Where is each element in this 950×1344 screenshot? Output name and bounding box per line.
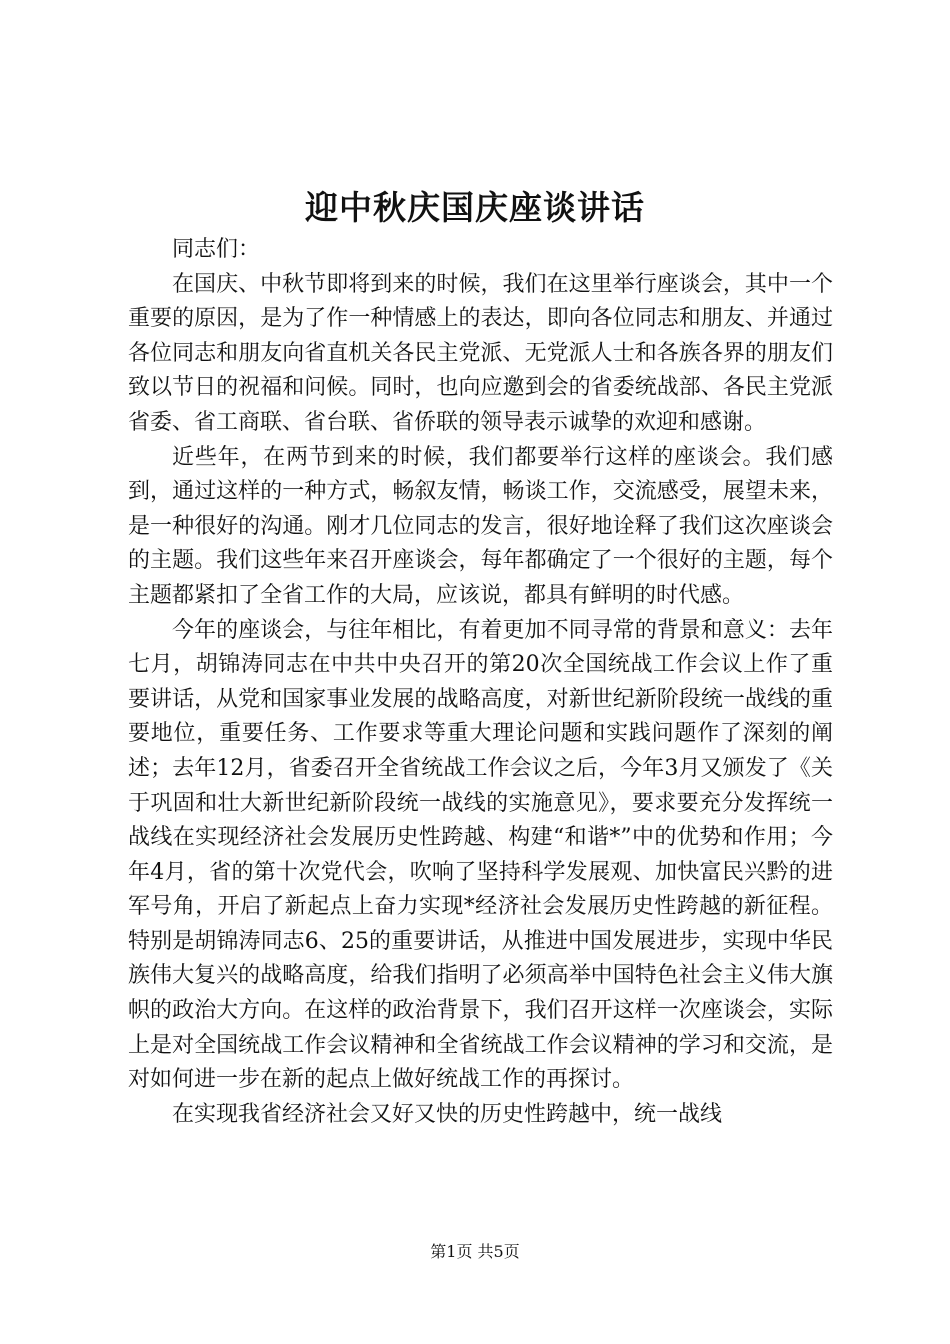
paragraph-1: 在国庆、中秋节即将到来的时候，我们在这里举行座谈会，其中一个重要的原因，是为了作一种情感上的表达，即向各位同志和朋友、并通过各位同志和朋友向省直机关各民主党派、无党派人士和各族各界的朋友们致以节日的祝福和问候。同时，也向应邀到会的省委统战部、各民主党派省委、省工商联、省台联、省侨联的领导表示诚挚的欢迎和感谢。: [128, 271, 833, 435]
document-title: 迎中秋庆国庆座谈讲话: [305, 188, 645, 227]
page-footer: 第1页 共5页: [430, 1242, 520, 1261]
document-body: [128, 233, 833, 1132]
paragraph-4: 在实现我省经济社会又好又快的历史性跨越中，统一战线: [172, 1101, 723, 1127]
paragraph-3: 今年的座谈会，与往年相比，有着更加不同寻常的背景和意义：去年七月，胡锦涛同志在中共中央召开的第20次全国统战工作会议上作了重要讲话，从党和国家事业发展的战略高度，对新世纪新阶段统一战线的重要地位，重要任务、工作要求等重大理论问题和实践问题作了深刻的阐述；去年12月，省委召开全省统战工作会议之后，今年3月又颁发了《关于巩固和壮大新世纪新阶段统一战线的实施意见》，要求要充分发挥统一战线在实现经济社会发展历史性跨越、构建“和谐*”中的优势和作用；今年4月，省的第十次党代会，吹响了坚持科学发展观、加快富民兴黔的进军号角，开启了新起点上奋力实现*经济社会发展历史性跨越的新征程。特别是胡锦涛同志6、25的重要讲话，从推进中国发展进步，实现中华民族伟大复兴的战略高度，给我们指明了必须高举中国特色社会主义伟大旗帜的政治大方向。在这样的政治背景下，我们召开这样一次座谈会，实际上是对全国统战工作会议精神和全省统战工作会议精神的学习和交流，是对如何进一步在新的起点上做好统战工作的再探讨。: [128, 617, 833, 1093]
paragraph-2: 近些年，在两节到来的时候，我们都要举行这样的座谈会。我们感到，通过这样的一种方式，畅叙友情，畅谈工作，交流感受，展望未来，是一种很好的沟通。刚才几位同志的发言，很好地诠释了我们这次座谈会的主题。我们这些年来召开座谈会，每年都确定了一个很好的主题，每个主题都紧扣了全省工作的大局，应该说，都具有鲜明的时代感。: [128, 444, 833, 608]
salutation: 同志们：: [172, 237, 261, 262]
